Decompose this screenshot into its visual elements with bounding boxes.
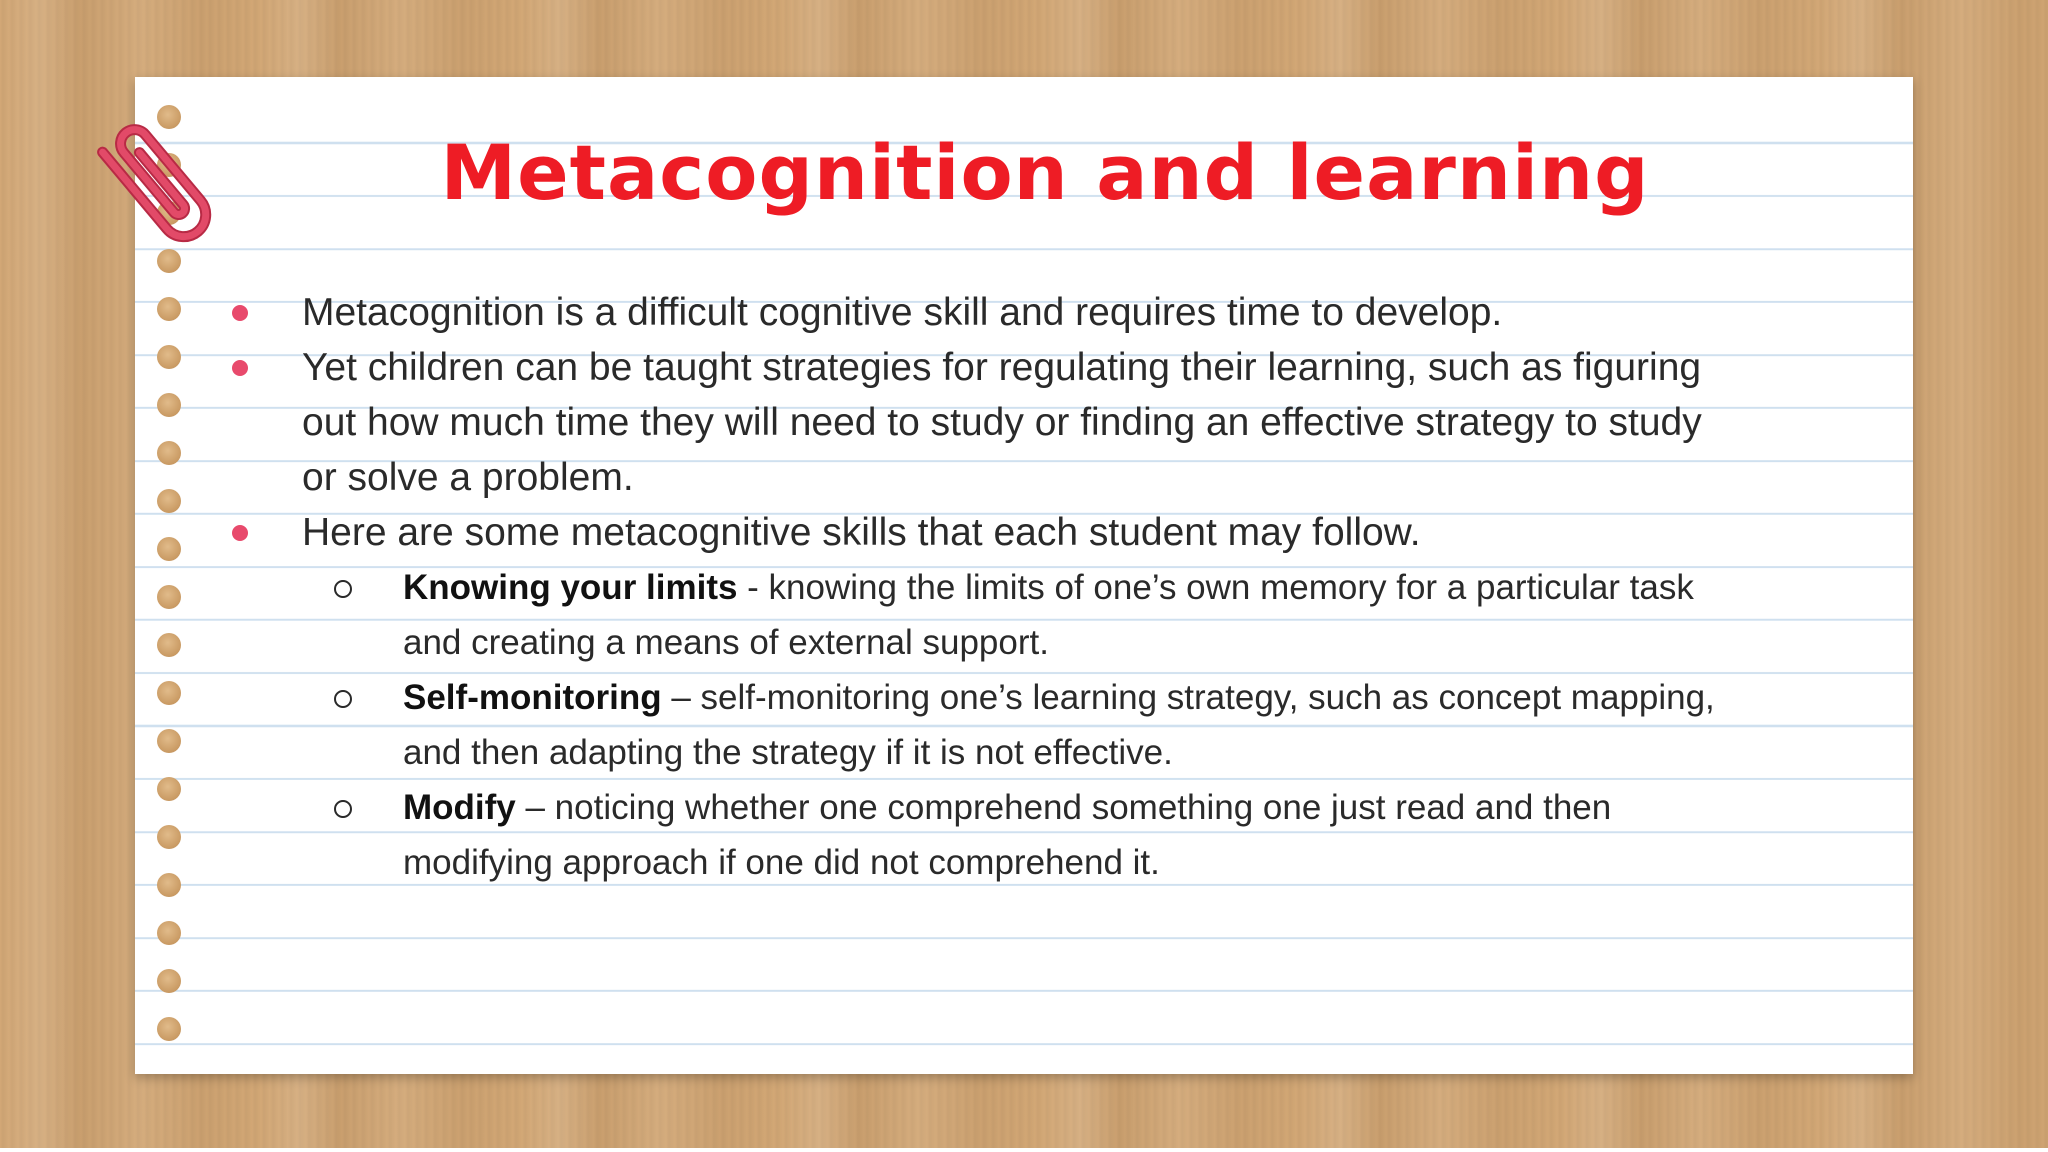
binder-hole	[157, 537, 181, 561]
bullet-text: Metacognition is a difficult cognitive skill and requires time to develop.	[302, 291, 1503, 334]
bullet-item	[222, 505, 1742, 560]
bullet-text: Here are some metacognitive skills that each student may follow.	[302, 511, 1421, 554]
binder-hole	[157, 633, 181, 657]
hollow-circle-icon	[334, 580, 352, 598]
paperclip-icon	[78, 104, 238, 268]
bullet-text: Yet children can be taught strategies for regulating their learning, such as figuring out how much time they will need to study or finding an effective strategy to study or solve a problem.	[302, 346, 1702, 499]
binder-hole	[157, 825, 181, 849]
bullet-item	[222, 340, 1742, 505]
sub-bullet-text: – noticing whether one comprehend something one just read and then modifying approach if one did not comprehend it.	[403, 788, 1612, 882]
sub-bullet-item	[222, 670, 1742, 780]
sub-bullet-term: Self-monitoring	[403, 678, 662, 717]
binder-hole	[157, 969, 181, 993]
sub-bullet-item	[222, 560, 1742, 670]
bullet-dot-icon	[232, 305, 248, 321]
sub-bullet-text: – self-monitoring one’s learning strategy, such as concept mapping, and then adapting the strategy if it is not effective.	[403, 678, 1715, 772]
binder-hole	[157, 777, 181, 801]
sub-bullet-text: - knowing the limits of one’s own memory for a particular task and creating a means of external support.	[403, 568, 1694, 662]
bullet-dot-icon	[232, 360, 248, 376]
slide-content	[222, 285, 1742, 890]
binder-hole	[157, 585, 181, 609]
sub-bullet-list	[222, 560, 1742, 890]
binder-hole	[157, 729, 181, 753]
slide-title: Metacognition and learning	[440, 128, 1650, 217]
hollow-circle-icon	[334, 690, 352, 708]
bottom-edge	[0, 1148, 2048, 1152]
binder-hole	[157, 921, 181, 945]
sub-bullet-term: Modify	[403, 788, 516, 827]
bullet-list	[222, 285, 1742, 560]
binder-hole	[157, 873, 181, 897]
binder-hole	[157, 681, 181, 705]
hollow-circle-icon	[334, 800, 352, 818]
binder-hole	[157, 393, 181, 417]
binder-hole	[157, 297, 181, 321]
bullet-item	[222, 285, 1742, 340]
binder-hole	[157, 489, 181, 513]
binder-hole	[157, 1017, 181, 1041]
binder-hole	[157, 441, 181, 465]
binder-hole	[157, 345, 181, 369]
sub-bullet-term: Knowing your limits	[403, 568, 738, 607]
sub-bullet-item	[222, 780, 1742, 890]
bullet-dot-icon	[232, 525, 248, 541]
